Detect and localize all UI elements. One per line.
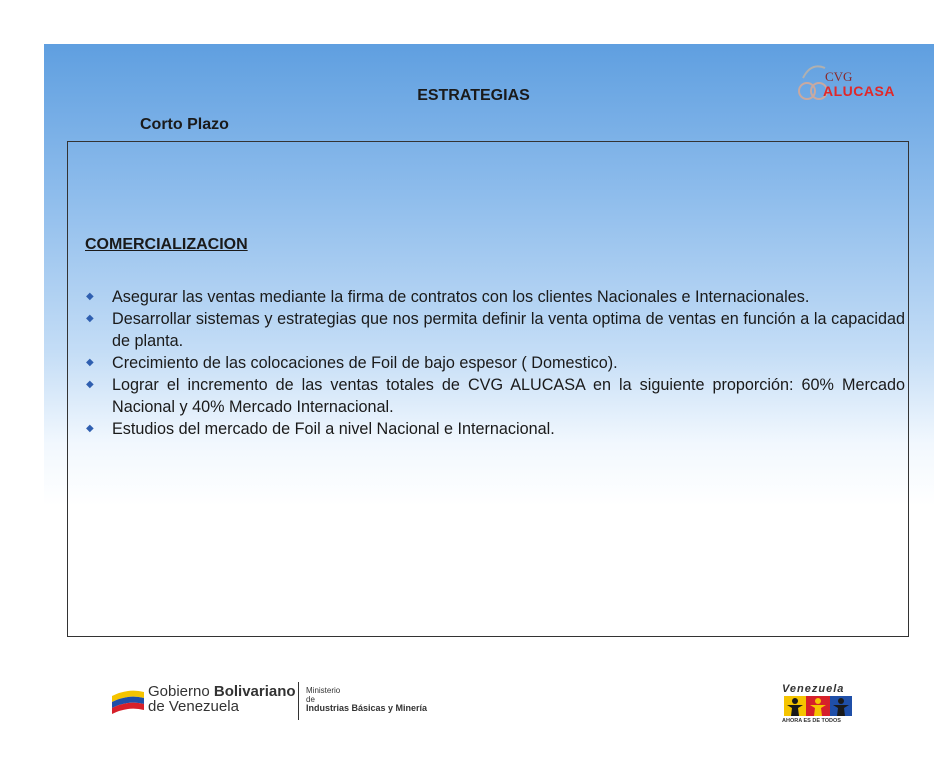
gov-line1-prefix: Gobierno (148, 683, 214, 700)
government-name (148, 684, 296, 714)
ministry-line1: Ministerio (306, 686, 341, 695)
venezuela-flag-icon (110, 686, 146, 714)
logo-cvg-text: CVG (825, 69, 853, 84)
list-item: ◆ Asegurar las ventas mediante la firma de contratos con los clientes Nacionales e Internacionales. (86, 288, 810, 306)
bullet-icon: ◆ (86, 379, 94, 390)
bullet-icon: ◆ (86, 423, 94, 434)
ministry-name (306, 686, 427, 713)
page-title: ESTRATEGIAS (417, 87, 530, 104)
section-heading: COMERCIALIZACION (85, 236, 248, 253)
bullet-icon: ◆ (86, 291, 94, 302)
bullet-icon: ◆ (86, 357, 94, 368)
list-item: ◆ Lograr el incremento de las ventas totales de CVG ALUCASA en la siguiente proporción: 60% Mercado Nacional y 40% Mercado Internacional. (86, 376, 905, 416)
government-logo (110, 682, 470, 722)
venezuela-logo (782, 683, 854, 727)
venezuela-word: Venezuela (782, 683, 845, 695)
footer-divider (298, 682, 299, 720)
bullet-icon: ◆ (86, 313, 94, 324)
ministry-line2: de (306, 695, 315, 704)
page-subtitle: Corto Plazo (140, 116, 229, 133)
gov-line1-bold: Bolivariano (213, 683, 296, 700)
ministry-line3: Industrias Básicas y Minería (306, 703, 428, 713)
gov-line2: de Venezuela (148, 698, 239, 715)
venezuela-slogan: AHORA ES DE TODOS (782, 718, 841, 724)
people-figures-icon (784, 696, 852, 716)
logo-alucasa-text: ALUCASA (823, 83, 895, 99)
list-item: ◆ Crecimiento de las colocaciones de Foil de bajo espesor ( Domestico). (86, 354, 618, 372)
list-item: ◆ Estudios del mercado de Foil a nivel Nacional e Internacional. (86, 420, 555, 438)
strategy-list (85, 286, 905, 440)
list-item: ◆ Desarrollar sistemas y estrategias que nos permita definir la venta optima de ventas en función a la capacidad de planta. (86, 310, 905, 350)
